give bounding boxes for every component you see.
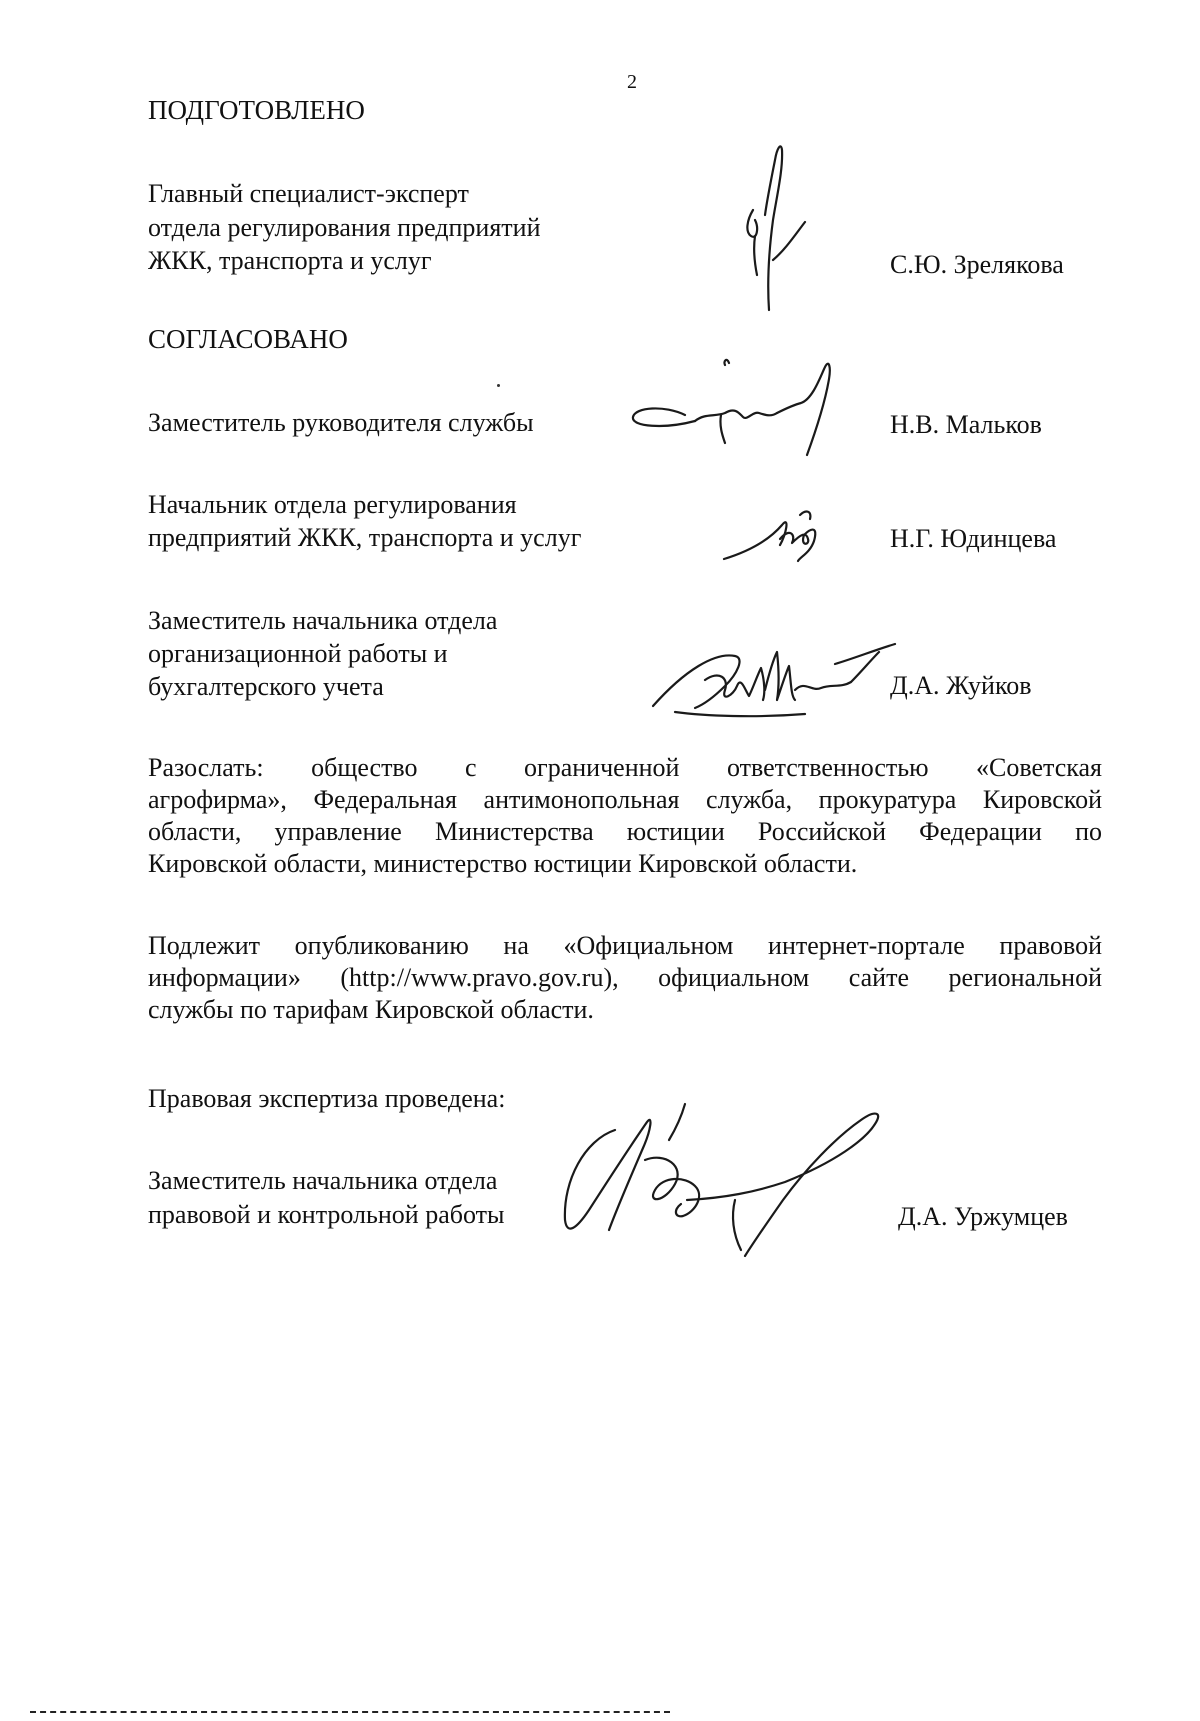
legal-review-signer-name: Д.А. Уржумцев (898, 1202, 1068, 1231)
signature-malkov (625, 355, 855, 480)
distribution-paragraph (148, 752, 1102, 880)
publication-line-1: Подлежит опубликованию на «Официальном интернет-портале правовой (148, 931, 1102, 960)
agreed-signer-3-position-line-2: организационной работы и (148, 639, 448, 668)
signature-zhuykov (645, 630, 900, 720)
legal-review-position-line-2: правовой и контрольной работы (148, 1200, 505, 1229)
publication-paragraph (148, 930, 1102, 1026)
page-number: 2 (627, 71, 637, 93)
scan-dot (497, 384, 500, 387)
prepared-position-line-2: отдела регулирования предприятий (148, 213, 541, 242)
agreed-heading: СОГЛАСОВАНО (148, 324, 348, 354)
agreed-signer-2-position-line-2: предприятий ЖКК, транспорта и услуг (148, 523, 582, 552)
signature-zrelyakova (725, 140, 815, 315)
prepared-signer-name: С.Ю. Зрелякова (890, 250, 1064, 279)
prepared-heading: ПОДГОТОВЛЕНО (148, 95, 365, 125)
agreed-signer-1-position: Заместитель руководителя службы (148, 408, 534, 437)
agreed-signer-2-name: Н.Г. Юдинцева (890, 524, 1057, 553)
prepared-position-line-3: ЖКК, транспорта и услуг (148, 246, 432, 275)
distribution-line-3: области, управление Министерства юстиции Российской Федерации по (148, 817, 1102, 846)
signature-urzhumtsev (555, 1100, 900, 1260)
agreed-signer-3-position-line-3: бухгалтерского учета (148, 672, 384, 701)
distribution-line-1: Разослать: общество с ограниченной ответственностью «Советская (148, 753, 1102, 782)
signature-yudintseva (720, 505, 830, 565)
distribution-line-2: агрофирма», Федеральная антимонопольная служба, прокуратура Кировской (148, 785, 1102, 814)
publication-line-3: службы по тарифам Кировской области. (148, 995, 594, 1024)
agreed-signer-3-position-line-1: Заместитель начальника отдела (148, 606, 498, 635)
agreed-signer-3-name: Д.А. Жуйков (890, 671, 1032, 700)
prepared-position-line-1: Главный специалист-эксперт (148, 179, 469, 208)
publication-line-2: информации» (http://www.pravo.gov.ru), официальном сайте региональной (148, 963, 1102, 992)
agreed-signer-2-position-line-1: Начальник отдела регулирования (148, 490, 517, 519)
footer-dashed-rule (30, 1711, 670, 1713)
distribution-line-4: Кировской области, министерство юстиции Кировской области. (148, 849, 858, 878)
legal-review-heading: Правовая экспертиза проведена: (148, 1084, 506, 1113)
legal-review-position-line-1: Заместитель начальника отдела (148, 1166, 498, 1195)
agreed-signer-1-name: Н.В. Мальков (890, 410, 1042, 439)
